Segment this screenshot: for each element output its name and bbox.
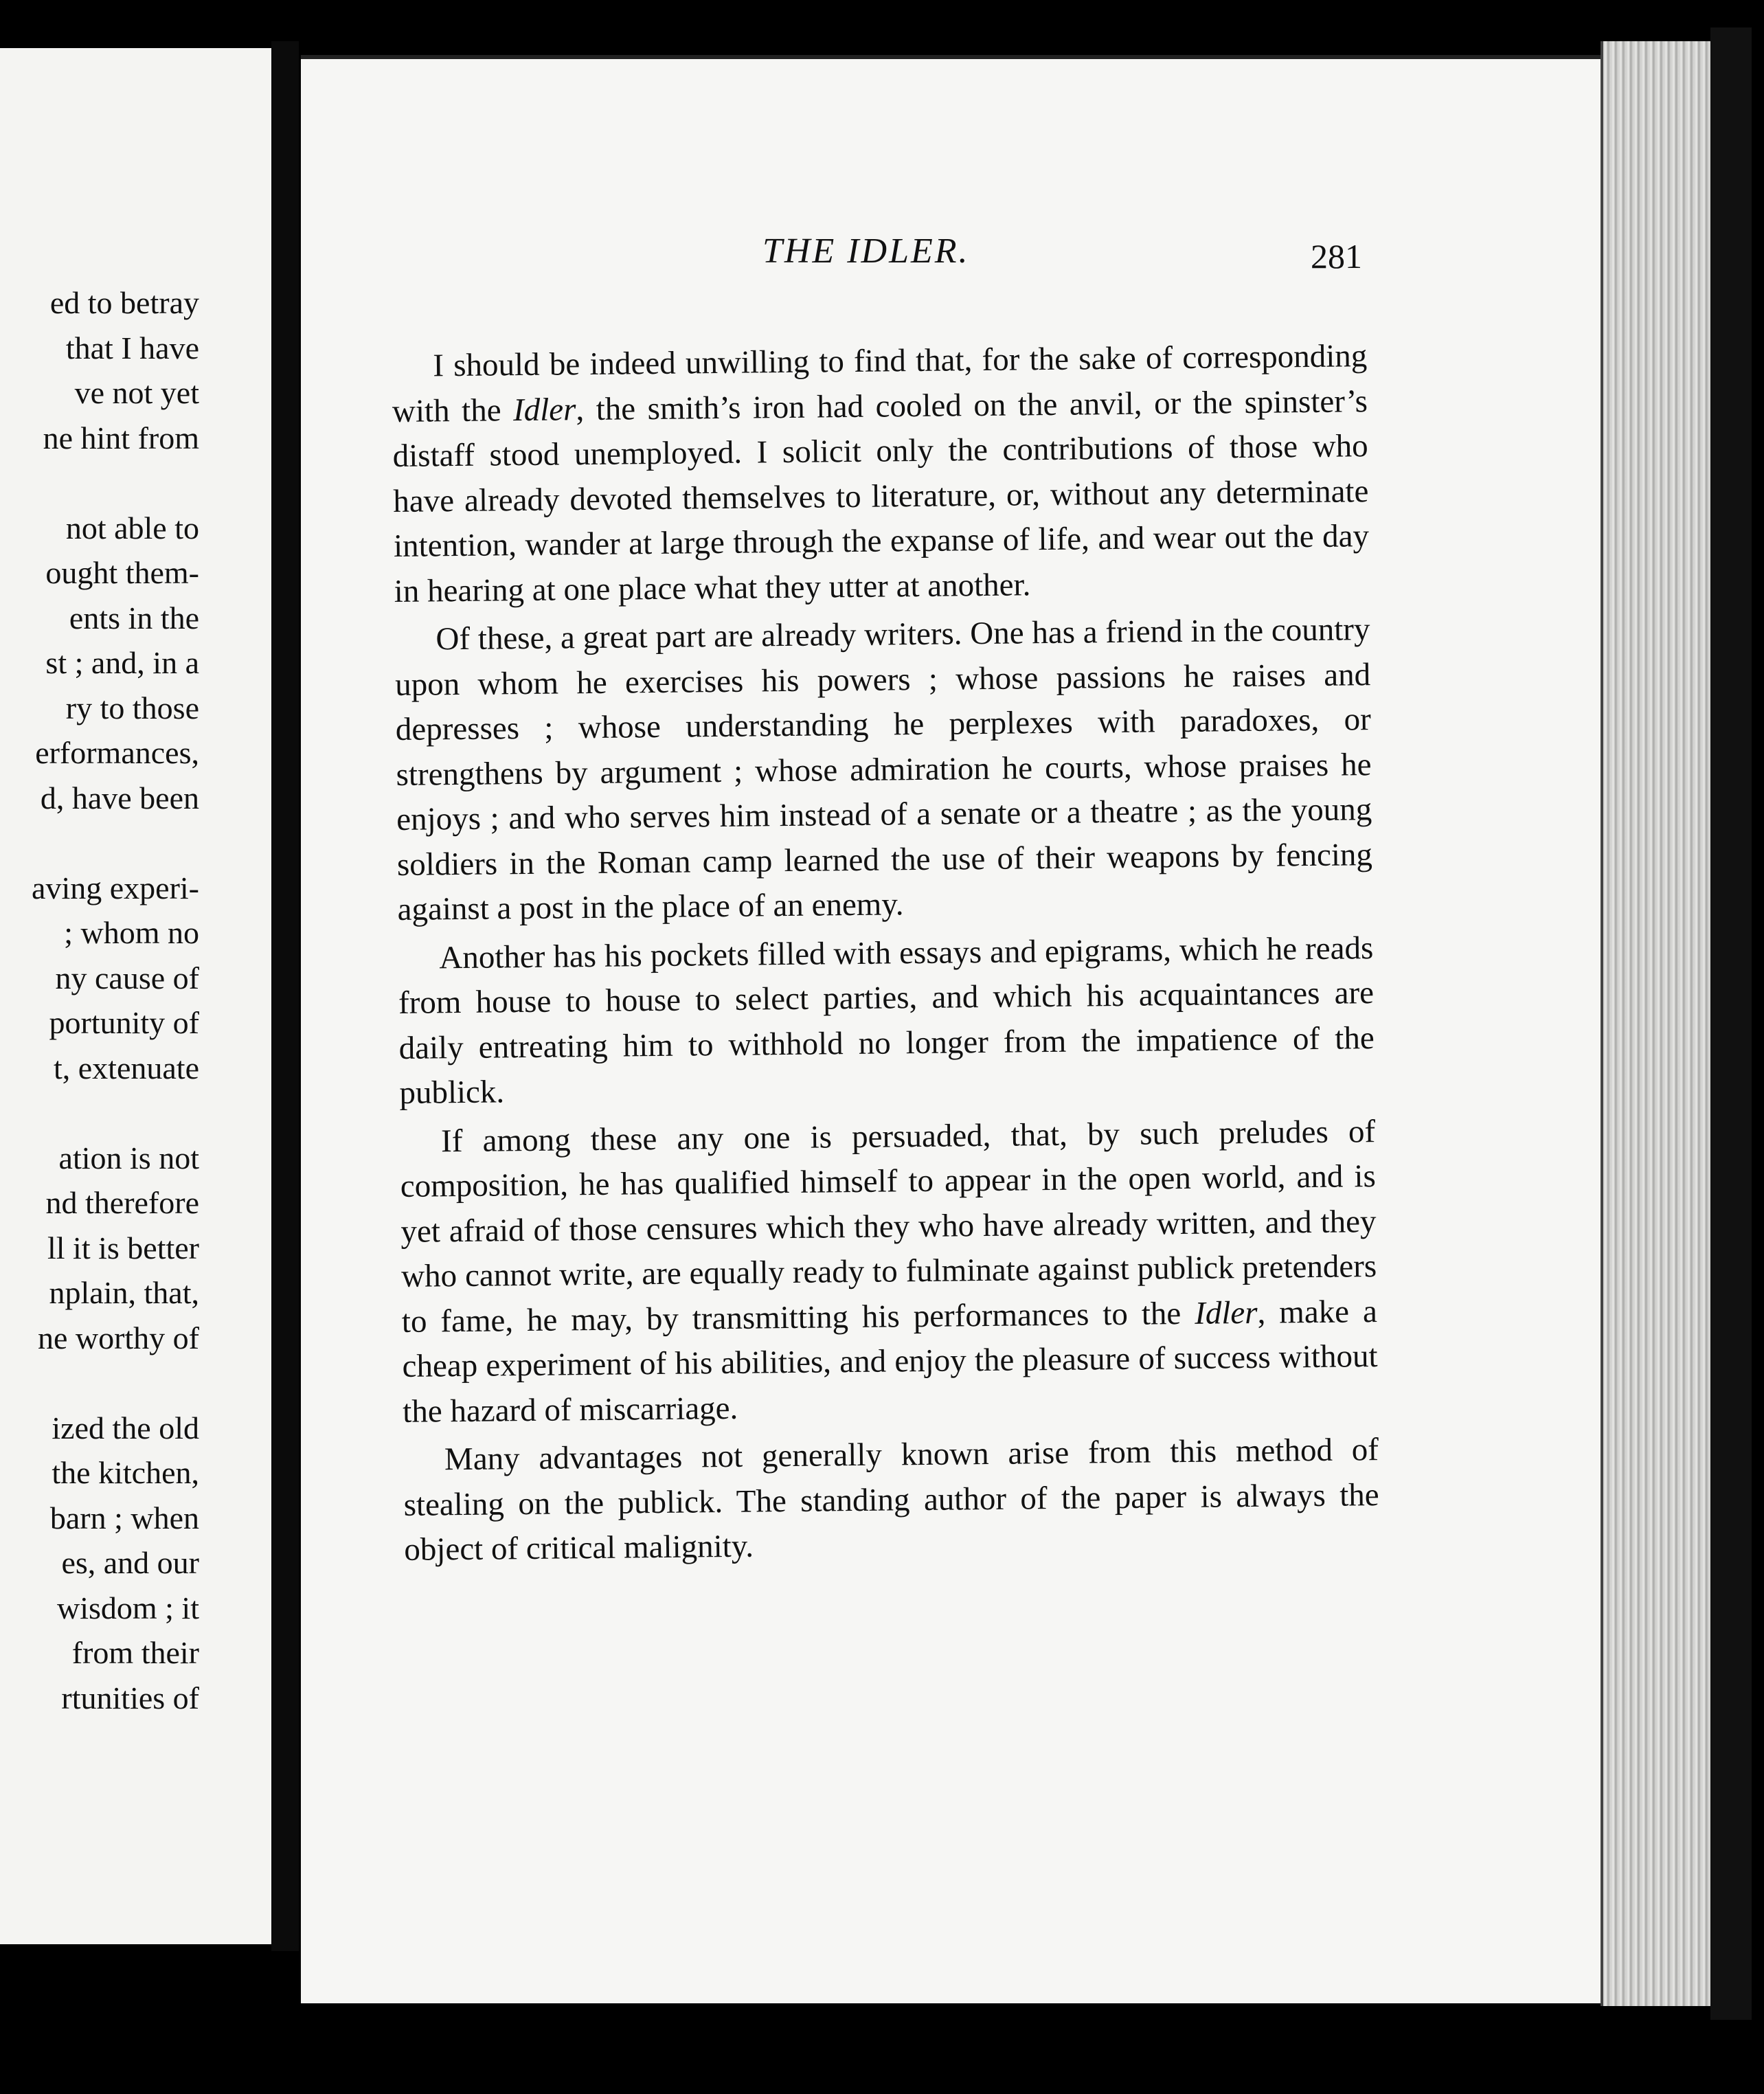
text-line: the kitchen, xyxy=(52,1455,199,1490)
paragraph-2: Of these, a great part are already writers. One has a friend in the country upon whom he exercises his powers ; whose passions he raises and depresses ; whose understanding he perplexes with paradoxes, or strengthens by argument ; whose admiration he courts, whose praises he enjoys ; and who serves him instead of a senate or a theatre ; as the young soldiers in the Roman camp learned the use of their weapons by fencing against a post in the place of an enemy. xyxy=(394,611,1373,927)
page-281 xyxy=(301,55,1609,2003)
text-line: ents in the xyxy=(69,600,199,635)
facing-page-text xyxy=(0,280,199,1720)
paragraph-1 xyxy=(392,334,1370,614)
text-line: barn ; when xyxy=(49,1500,199,1535)
page-number: 281 xyxy=(1311,237,1362,275)
text-line: ought them- xyxy=(45,555,199,590)
text-line xyxy=(0,1090,199,1136)
text-line: that I have xyxy=(65,330,199,365)
paragraph-text: , make a cheap experiment of his abilities, and enjoy the pleasure of success without the hazard of miscarriage. xyxy=(402,1293,1378,1430)
paragraph-3: Another has his pockets filled with essays and epigrams, which he reads from house to house to select parties, and which his acquaintances are daily entreating him to withhold no longer from the impatience of the publick. xyxy=(398,930,1375,1111)
text-line: ed to betray xyxy=(49,285,199,320)
text-line: es, and our xyxy=(61,1545,199,1580)
text-line: nd therefore xyxy=(45,1185,199,1220)
text-line: ne worthy of xyxy=(37,1320,199,1355)
running-title: THE IDLER. xyxy=(762,232,970,271)
text-line: portunity of xyxy=(49,1005,199,1040)
text-line: wisdom ; it xyxy=(56,1590,199,1625)
book-fore-edge xyxy=(1601,41,1713,2006)
text-line: nplain, that, xyxy=(49,1275,199,1310)
text-line: ne hint from xyxy=(43,420,199,455)
text-line: ry to those xyxy=(65,690,199,725)
text-line: erformances, xyxy=(35,735,199,770)
italic-title: Idler xyxy=(512,391,576,428)
text-line: d, have been xyxy=(40,780,199,815)
text-line: ; whom no xyxy=(64,915,199,950)
text-line: ny cause of xyxy=(55,960,199,995)
facing-page-left xyxy=(0,48,271,1944)
text-line: st ; and, in a xyxy=(45,645,199,680)
italic-title: Idler xyxy=(1194,1294,1258,1331)
text-line: aving experi- xyxy=(32,870,199,905)
page-body xyxy=(392,334,1380,1576)
text-line xyxy=(0,1360,199,1406)
paragraph-text: If among these any one is persuaded, that, by such preludes of composition, he has qualified himself to appear in the open world, and is yet afraid of those censures which they who have already written, and they who cannot write, are equally ready to fulminate against publick pretenders to fame, he may, by transmitting his performances to the xyxy=(400,1113,1377,1340)
text-line: not able to xyxy=(65,510,199,545)
text-line: ized the old xyxy=(52,1410,199,1445)
page-header xyxy=(301,231,1609,286)
text-line: t, extenuate xyxy=(53,1050,199,1085)
text-line xyxy=(0,820,199,866)
text-line: from their xyxy=(71,1635,199,1670)
paragraph-text: , the smith’s iron had cooled on the anvil, or the spinster’s distaff stood unemployed. I solicit only the contributions of those who have already devoted themselves to literature, or, without any determinate intention, wander at large through the expanse of life, and wear out the day in hearing at one place what they utter at another. xyxy=(392,383,1370,609)
text-line: ll it is better xyxy=(47,1230,199,1265)
text-line: ation is not xyxy=(58,1140,199,1175)
book-gutter xyxy=(271,41,299,1951)
paragraph-4 xyxy=(400,1110,1379,1434)
text-line: ve not yet xyxy=(74,375,199,410)
text-line: rtunities of xyxy=(61,1680,199,1715)
edge-shadow xyxy=(1710,27,1752,2020)
text-line xyxy=(0,460,199,506)
paragraph-text: I should be indeed unwilling to find that, for the sake of corresponding with the xyxy=(392,338,1368,429)
paragraph-5: Many advantages not generally known arise from this method of stealing on the publick. The standing author of the paper is always the object of critical malignity. xyxy=(403,1432,1379,1568)
